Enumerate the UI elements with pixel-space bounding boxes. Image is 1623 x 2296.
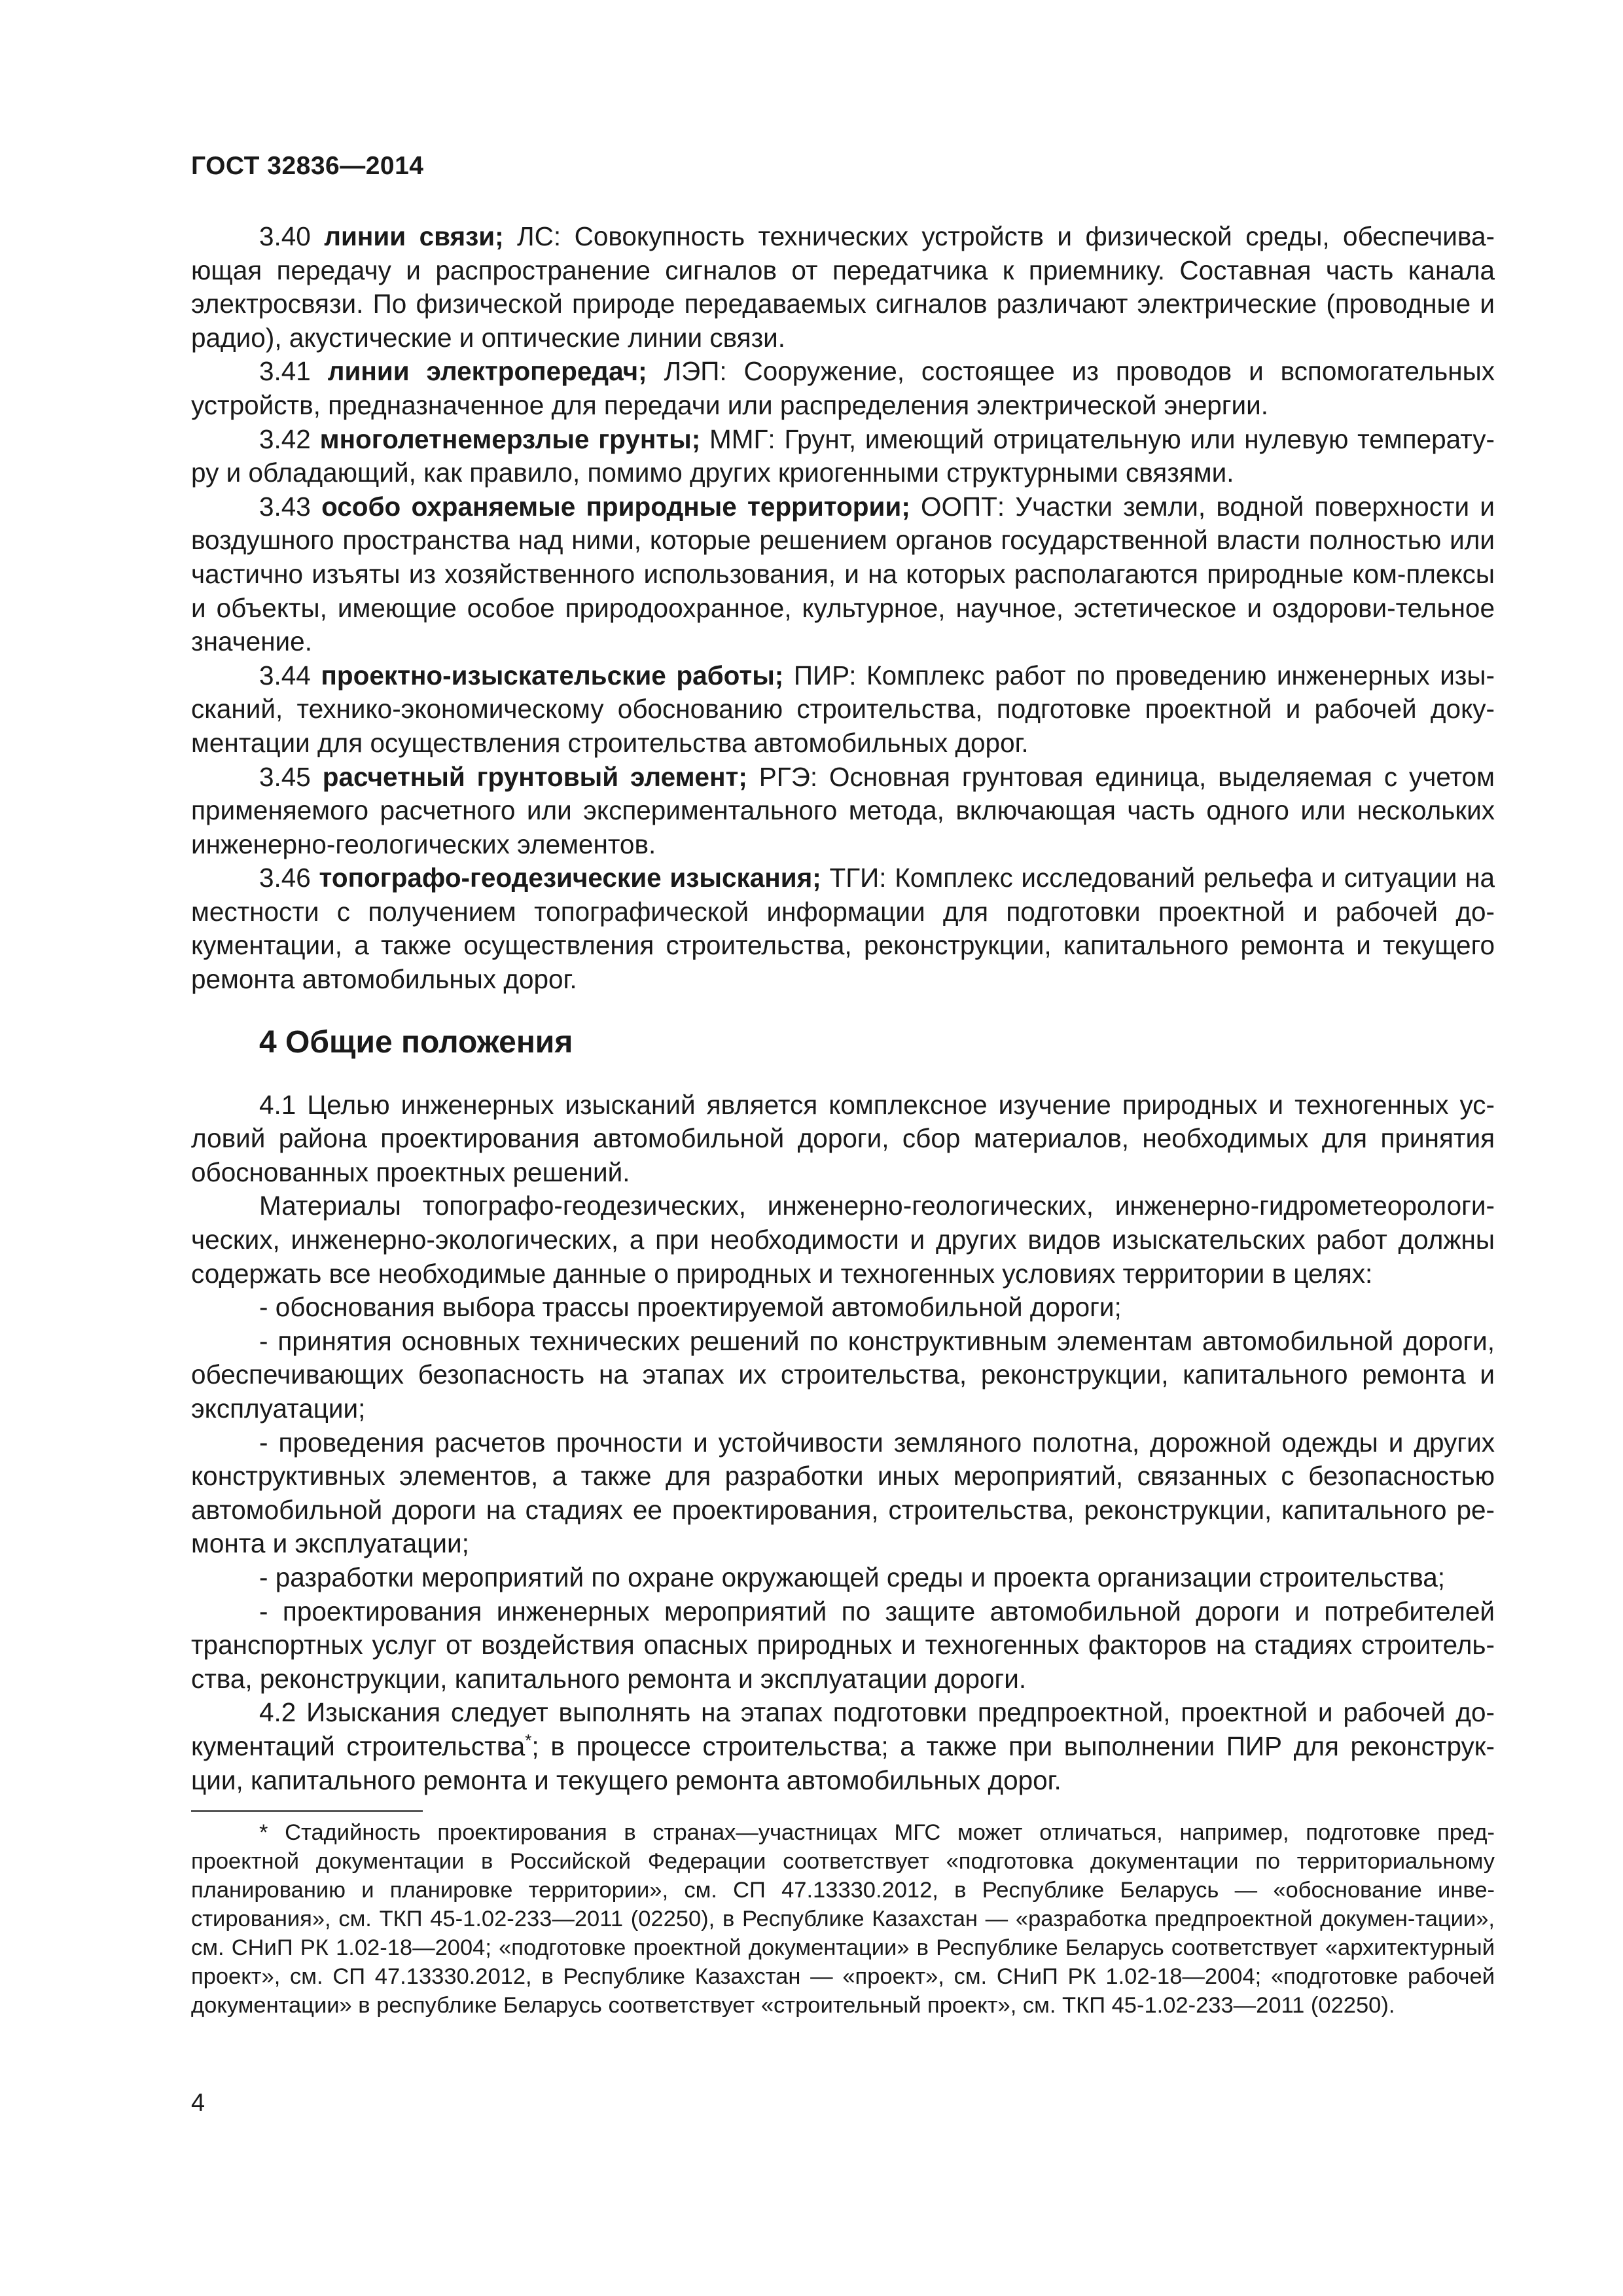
footnote: * Стадийность проектирования в странах—участницах МГС может отличаться, например, подготовке пред-проектной документации в Российской Федерации соответствует «подготовка документации по территориальному планированию и планировке территории», см. СП 47.13330.2012, в Республике Беларусь — «обоснование инве-стирования», см. ТКП 45-1.02-233—2011 (02250), в Республике Казахстан — «разработка предпроектной докумен-тации», см. СНиП РК 1.02-18—2004; «подготовке проектной документации» в Республике Беларусь соответствует «архитектурный проект», см. СП 47.13330.2012, в Республике Казахстан — «проект», см. СНиП РК 1.02-18—2004; «подготовке рабочей документации» в республике Беларусь соответствует «строительный проект», см. ТКП 45-1.02-233—2011 (02250). xyxy=(191,1820,1495,2018)
definition-number: 3.46 xyxy=(259,863,311,893)
definition-text: ЛЭП: Сооружение, состоящее из проводов и вспомогательных устройств, предназначенное для передачи или распределения электрической энергии. xyxy=(191,356,1495,420)
paragraph-4-1: 4.1 Целью инженерных изысканий является комплексное изучение природных и техногенных ус-ловий района проектирования автомобильной дороги, сбор материалов, необходимых для принятия обоснованных проектных решений. xyxy=(191,1089,1495,1187)
paragraph-4-2-start: 4.2 Изыскания следует выполнять на этапах подготовки предпроектной, проектной и рабочей до-кументаций строительства xyxy=(191,1697,1495,1761)
definition-text: ТГИ: Комплекс исследований рельефа и ситуации на местности с получением топографической информации для подготовки проектной и рабочей до-кументации, а также осуществления строительства, реконструкции, капитального ремонта и текущего ремонта автомобильных дорог. xyxy=(191,863,1495,995)
definition-number: 3.45 xyxy=(259,761,311,792)
footnote-divider xyxy=(191,1810,423,1812)
list-item: - проектирования инженерных мероприятий по защите автомобильной дороги и потребителей транспортных услуг от воздействия опасных природных и техногенных факторов на стадиях строитель-ства, реконструкции, капитального ремонта и эксплуатации дороги. xyxy=(191,1596,1495,1694)
paragraph-materials: Материалы топографо-геодезических, инженерно-геологических, инженерно-гидрометеорологи-ческих, инженерно-экологических, а при необходимости и других видов изыскательских работ должны содержать все необходимые данные о природных и техногенных условиях территории в целях: xyxy=(191,1191,1495,1289)
section-heading: 4 Общие положения xyxy=(259,1024,573,1060)
running-header: ГОСТ 32836—2014 xyxy=(191,152,424,180)
definition-term: расчетный грунтовый элемент; xyxy=(322,761,747,792)
definition-term: многолетнемерзлые грунты; xyxy=(319,423,701,454)
definition-number: 3.44 xyxy=(259,660,311,691)
definition-text: РГЭ: Основная грунтовая единица, выделяемая с учетом применяемого расчетного или экспериментального метода, включающая часть одного или нескольких инженерно-геологических элементов. xyxy=(191,761,1495,859)
definition-3-41 xyxy=(191,355,1495,422)
definition-text: ММГ: Грунт, имеющий отрицательную или нулевую температу-ру и обладающий, как правило, помимо других криогенными структурными связями. xyxy=(191,423,1495,488)
definition-number: 3.42 xyxy=(259,423,311,454)
definition-term: проектно-изыскательские работы; xyxy=(321,660,784,691)
definition-3-45 xyxy=(191,761,1495,862)
definition-3-42 xyxy=(191,423,1495,490)
definition-3-43 xyxy=(191,490,1495,659)
definition-number: 3.43 xyxy=(259,491,311,522)
definition-term: особо охраняемые природные территории; xyxy=(321,491,910,522)
definition-text: ЛС: Совокупность технических устройств и физической среды, обеспечива-ющая передачу и распространение сигналов от передатчика к приемнику. Составная часть канала электросвязи. По физической природе передаваемых сигналов различают электрические (проводные и радио), акустические и оптические линии связи. xyxy=(191,221,1495,353)
definition-3-40 xyxy=(191,220,1495,355)
main-text xyxy=(191,220,1495,1797)
definition-text: ПИР: Комплекс работ по проведению инженерных изы-сканий, технико-экономическому обоснованию строительства, подготовке проектной и рабочей доку-ментации для осуществления строительства автомобильных дорог. xyxy=(191,660,1495,758)
list-item: - разработки мероприятий по охране окружающей среды и проекта организации строительства; xyxy=(259,1562,1446,1592)
list-item: - обоснования выбора трассы проектируемой автомобильной дороги; xyxy=(259,1292,1122,1323)
definition-term: линии электропередач; xyxy=(327,356,647,387)
definition-term: линии связи; xyxy=(324,221,504,251)
page-number: 4 xyxy=(191,2089,205,2117)
definition-number: 3.40 xyxy=(259,221,311,251)
definition-3-46 xyxy=(191,861,1495,996)
list-item: - проведения расчетов прочности и устойчивости земляного полотна, дорожной одежды и других конструктивных элементов, а также для разработки иных мероприятий, связанных с безопасностью автомобильной дороги на стадиях ее проектирования, строительства, реконструкции, капитального ре-монта и эксплуатации; xyxy=(191,1427,1495,1559)
list-item: - принятия основных технических решений по конструктивным элементам автомобильной дороги, обеспечивающих безопасность на этапах их строительства, реконструкции, капитального ремонта и эксплуатации; xyxy=(191,1325,1495,1424)
paragraph-4-2-end: ; в процессе строительства; а также при выполнении ПИР для реконструк-ции, капитального ремонта и текущего ремонта автомобильных дорог. xyxy=(191,1731,1495,1795)
definition-number: 3.41 xyxy=(259,356,311,387)
definition-3-44 xyxy=(191,659,1495,761)
footnote-marker: * xyxy=(525,1730,532,1750)
paragraph-4-2 xyxy=(191,1696,1495,1797)
definition-term: топографо-геодезические изыскания; xyxy=(319,863,821,893)
definition-text: ООПТ: Участки земли, водной поверхности и воздушного пространства над ними, которые решением органов государственной власти полностью или частично изъяты из хозяйственного использования, и на которых располагаются природные ком-плексы и объекты, имеющие особое природоохранное, культурное, научное, эстетическое и оздорови-тельное значение. xyxy=(191,491,1495,657)
